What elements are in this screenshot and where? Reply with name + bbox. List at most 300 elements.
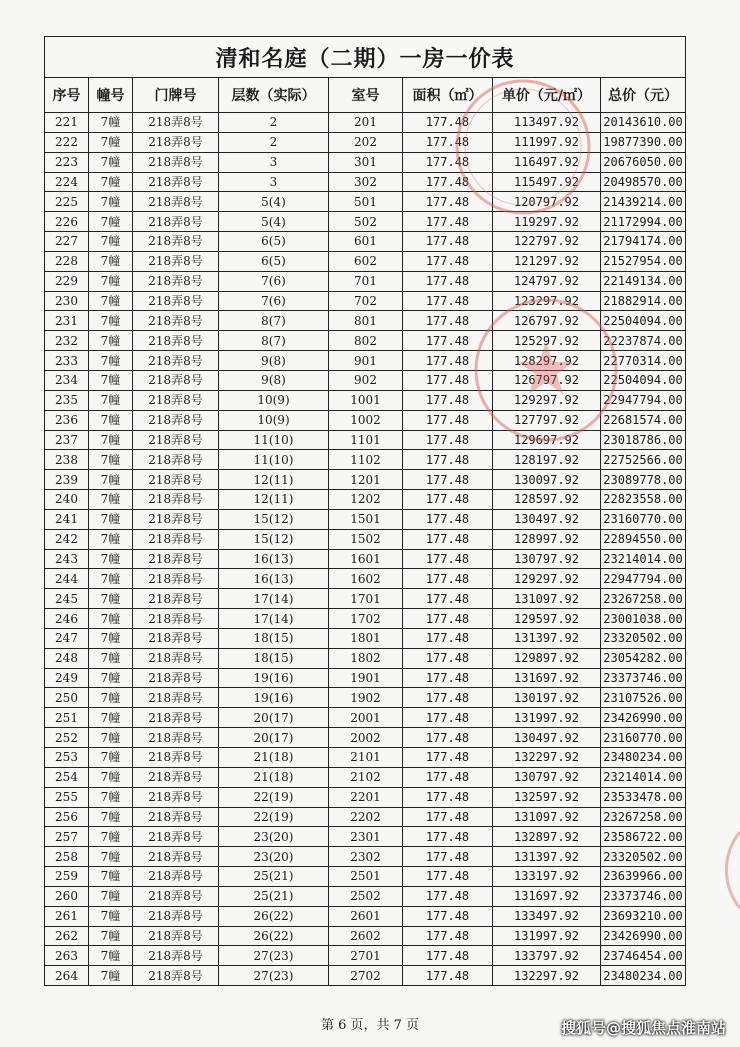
table-cell: 242	[45, 529, 89, 549]
table-cell: 177.48	[403, 609, 493, 629]
table-cell: 23054282.00	[601, 648, 686, 668]
table-cell: 17(14)	[219, 589, 329, 609]
table-cell: 257	[45, 827, 89, 847]
table-cell: 7幢	[89, 748, 133, 768]
table-cell: 247	[45, 628, 89, 648]
table-body	[45, 113, 686, 986]
table-cell: 23214014.00	[601, 549, 686, 569]
table-cell: 177.48	[403, 232, 493, 252]
table-cell: 235	[45, 390, 89, 410]
column-header: 单价（元/㎡）	[493, 78, 601, 113]
table-cell: 131097.92	[493, 807, 601, 827]
table-cell: 130797.92	[493, 549, 601, 569]
table-cell: 218弄8号	[133, 867, 219, 887]
table-cell: 177.48	[403, 589, 493, 609]
table-cell: 218弄8号	[133, 212, 219, 232]
table-cell: 602	[329, 251, 403, 271]
table-cell: 7幢	[89, 648, 133, 668]
table-cell: 21172994.00	[601, 212, 686, 232]
table-cell: 15(12)	[219, 509, 329, 529]
table-cell: 218弄8号	[133, 490, 219, 510]
table-cell: 241	[45, 509, 89, 529]
table-cell: 1802	[329, 648, 403, 668]
table-row	[45, 886, 686, 906]
table-cell: 18(15)	[219, 628, 329, 648]
table-cell: 260	[45, 886, 89, 906]
table-cell: 1001	[329, 390, 403, 410]
table-cell: 7幢	[89, 212, 133, 232]
table-row	[45, 450, 686, 470]
table-cell: 177.48	[403, 251, 493, 271]
table-cell: 218弄8号	[133, 708, 219, 728]
table-cell: 18(15)	[219, 648, 329, 668]
table-cell: 218弄8号	[133, 807, 219, 827]
table-cell: 177.48	[403, 946, 493, 966]
table-cell: 121297.92	[493, 251, 601, 271]
table-cell: 218弄8号	[133, 549, 219, 569]
table-cell: 177.48	[403, 648, 493, 668]
table-cell: 22823558.00	[601, 490, 686, 510]
table-cell: 202	[329, 132, 403, 152]
table-cell: 218弄8号	[133, 529, 219, 549]
table-cell: 128197.92	[493, 450, 601, 470]
table-cell: 22947794.00	[601, 390, 686, 410]
table-cell: 133797.92	[493, 946, 601, 966]
table-cell: 130497.92	[493, 728, 601, 748]
partial-seal-right	[716, 830, 740, 910]
table-row	[45, 609, 686, 629]
table-cell: 26(22)	[219, 926, 329, 946]
table-cell: 11(10)	[219, 450, 329, 470]
table-cell: 6(5)	[219, 232, 329, 252]
table-cell: 16(13)	[219, 549, 329, 569]
table-cell: 2501	[329, 867, 403, 887]
table-cell: 130097.92	[493, 470, 601, 490]
table-row	[45, 748, 686, 768]
table-cell: 7幢	[89, 668, 133, 688]
table-cell: 218弄8号	[133, 430, 219, 450]
table-cell: 218弄8号	[133, 827, 219, 847]
table-cell: 1902	[329, 688, 403, 708]
table-cell: 177.48	[403, 271, 493, 291]
table-row	[45, 251, 686, 271]
table-cell: 177.48	[403, 549, 493, 569]
table-cell: 21(18)	[219, 767, 329, 787]
table-row	[45, 906, 686, 926]
price-list-sheet	[44, 36, 685, 986]
table-cell: 7幢	[89, 271, 133, 291]
column-header: 面积（㎡）	[403, 78, 493, 113]
table-cell: 502	[329, 212, 403, 232]
table-cell: 246	[45, 609, 89, 629]
table-cell: 177.48	[403, 113, 493, 133]
table-row	[45, 410, 686, 430]
table-row	[45, 152, 686, 172]
table-cell: 234	[45, 370, 89, 390]
table-row	[45, 569, 686, 589]
table-cell: 177.48	[403, 132, 493, 152]
table-cell: 501	[329, 192, 403, 212]
table-cell: 7幢	[89, 351, 133, 371]
table-cell: 7幢	[89, 331, 133, 351]
table-cell: 7幢	[89, 589, 133, 609]
table-cell: 218弄8号	[133, 569, 219, 589]
table-row	[45, 232, 686, 252]
table-cell: 245	[45, 589, 89, 609]
table-row	[45, 728, 686, 748]
table-cell: 20(17)	[219, 708, 329, 728]
table-cell: 20498570.00	[601, 172, 686, 192]
table-cell: 2001	[329, 708, 403, 728]
table-cell: 177.48	[403, 827, 493, 847]
table-cell: 122797.92	[493, 232, 601, 252]
table-cell: 1602	[329, 569, 403, 589]
table-cell: 7幢	[89, 113, 133, 133]
table-cell: 2302	[329, 847, 403, 867]
table-cell: 7幢	[89, 390, 133, 410]
table-cell: 261	[45, 906, 89, 926]
table-cell: 218弄8号	[133, 648, 219, 668]
table-cell: 19(16)	[219, 688, 329, 708]
table-cell: 218弄8号	[133, 589, 219, 609]
table-cell: 218弄8号	[133, 113, 219, 133]
table-cell: 177.48	[403, 926, 493, 946]
table-cell: 218弄8号	[133, 728, 219, 748]
table-row	[45, 827, 686, 847]
table-row	[45, 291, 686, 311]
table-cell: 131697.92	[493, 668, 601, 688]
table-cell: 177.48	[403, 410, 493, 430]
table-cell: 218弄8号	[133, 470, 219, 490]
table-row	[45, 430, 686, 450]
table-row	[45, 867, 686, 887]
table-cell: 218弄8号	[133, 152, 219, 172]
table-cell: 218弄8号	[133, 767, 219, 787]
table-cell: 177.48	[403, 807, 493, 827]
table-cell: 177.48	[403, 847, 493, 867]
column-header: 幢号	[89, 78, 133, 113]
table-row	[45, 132, 686, 152]
table-cell: 123297.92	[493, 291, 601, 311]
table-cell: 177.48	[403, 966, 493, 986]
table-cell: 129897.92	[493, 648, 601, 668]
table-cell: 22752566.00	[601, 450, 686, 470]
table-row	[45, 648, 686, 668]
table-cell: 7幢	[89, 628, 133, 648]
table-cell: 263	[45, 946, 89, 966]
table-cell: 2602	[329, 926, 403, 946]
table-cell: 2701	[329, 946, 403, 966]
table-cell: 132597.92	[493, 787, 601, 807]
table-cell: 115497.92	[493, 172, 601, 192]
table-cell: 129697.92	[493, 430, 601, 450]
table-cell: 15(12)	[219, 529, 329, 549]
table-cell: 23426990.00	[601, 708, 686, 728]
table-cell: 23693210.00	[601, 906, 686, 926]
table-cell: 27(23)	[219, 966, 329, 986]
table-cell: 22681574.00	[601, 410, 686, 430]
table-cell: 23639966.00	[601, 867, 686, 887]
table-cell: 23018786.00	[601, 430, 686, 450]
table-cell: 21794174.00	[601, 232, 686, 252]
table-cell: 901	[329, 351, 403, 371]
table-cell: 177.48	[403, 767, 493, 787]
table-cell: 231	[45, 311, 89, 331]
table-cell: 7幢	[89, 172, 133, 192]
table-cell: 125297.92	[493, 331, 601, 351]
table-cell: 1701	[329, 589, 403, 609]
column-header: 总价（元）	[601, 78, 686, 113]
table-cell: 10(9)	[219, 410, 329, 430]
table-row	[45, 271, 686, 291]
table-cell: 239	[45, 470, 89, 490]
table-cell: 177.48	[403, 529, 493, 549]
table-cell: 177.48	[403, 668, 493, 688]
table-cell: 177.48	[403, 390, 493, 410]
table-cell: 2101	[329, 748, 403, 768]
table-cell: 902	[329, 370, 403, 390]
table-row	[45, 767, 686, 787]
table-cell: 1502	[329, 529, 403, 549]
table-cell: 128597.92	[493, 490, 601, 510]
table-cell: 177.48	[403, 787, 493, 807]
column-header: 门牌号	[133, 78, 219, 113]
table-cell: 218弄8号	[133, 390, 219, 410]
table-cell: 7幢	[89, 886, 133, 906]
table-cell: 1801	[329, 628, 403, 648]
price-table	[44, 36, 686, 986]
table-row	[45, 688, 686, 708]
table-cell: 130797.92	[493, 767, 601, 787]
table-cell: 218弄8号	[133, 906, 219, 926]
table-cell: 6(5)	[219, 251, 329, 271]
table-cell: 19(16)	[219, 668, 329, 688]
table-cell: 20676050.00	[601, 152, 686, 172]
table-cell: 177.48	[403, 748, 493, 768]
table-cell: 258	[45, 847, 89, 867]
table-cell: 218弄8号	[133, 370, 219, 390]
table-cell: 22(19)	[219, 787, 329, 807]
table-cell: 1901	[329, 668, 403, 688]
table-cell: 2201	[329, 787, 403, 807]
table-cell: 218弄8号	[133, 192, 219, 212]
table-cell: 22(19)	[219, 807, 329, 827]
table-cell: 7幢	[89, 827, 133, 847]
table-cell: 2102	[329, 767, 403, 787]
table-cell: 3	[219, 152, 329, 172]
table-cell: 7幢	[89, 767, 133, 787]
table-row	[45, 847, 686, 867]
table-cell: 11(10)	[219, 430, 329, 450]
table-row	[45, 390, 686, 410]
table-cell: 25(21)	[219, 886, 329, 906]
table-cell: 177.48	[403, 370, 493, 390]
table-cell: 132297.92	[493, 748, 601, 768]
table-cell: 177.48	[403, 152, 493, 172]
table-row	[45, 966, 686, 986]
table-cell: 1202	[329, 490, 403, 510]
table-row	[45, 311, 686, 331]
table-cell: 177.48	[403, 331, 493, 351]
table-cell: 23373746.00	[601, 668, 686, 688]
table-cell: 126797.92	[493, 311, 601, 331]
table-cell: 22149134.00	[601, 271, 686, 291]
table-cell: 218弄8号	[133, 628, 219, 648]
table-cell: 2002	[329, 728, 403, 748]
table-cell: 253	[45, 748, 89, 768]
table-cell: 129597.92	[493, 609, 601, 629]
table-cell: 7幢	[89, 946, 133, 966]
table-cell: 25(21)	[219, 867, 329, 887]
table-cell: 177.48	[403, 430, 493, 450]
table-cell: 249	[45, 668, 89, 688]
table-cell: 2601	[329, 906, 403, 926]
table-cell: 255	[45, 787, 89, 807]
table-cell: 233	[45, 351, 89, 371]
table-cell: 218弄8号	[133, 668, 219, 688]
table-cell: 218弄8号	[133, 291, 219, 311]
table-cell: 248	[45, 648, 89, 668]
table-cell: 111997.92	[493, 132, 601, 152]
table-cell: 238	[45, 450, 89, 470]
table-cell: 802	[329, 331, 403, 351]
table-cell: 132897.92	[493, 827, 601, 847]
table-cell: 254	[45, 767, 89, 787]
column-header: 序号	[45, 78, 89, 113]
table-cell: 218弄8号	[133, 132, 219, 152]
table-row	[45, 192, 686, 212]
watermark: 搜狐号@搜狐焦点淮南站	[560, 1019, 726, 1037]
table-cell: 1702	[329, 609, 403, 629]
table-cell: 177.48	[403, 708, 493, 728]
table-cell: 7幢	[89, 529, 133, 549]
table-cell: 23107526.00	[601, 688, 686, 708]
table-cell: 7幢	[89, 569, 133, 589]
table-cell: 177.48	[403, 509, 493, 529]
table-cell: 131097.92	[493, 589, 601, 609]
table-cell: 601	[329, 232, 403, 252]
table-cell: 7幢	[89, 787, 133, 807]
table-cell: 23(20)	[219, 847, 329, 867]
table-cell: 222	[45, 132, 89, 152]
table-cell: 131997.92	[493, 926, 601, 946]
table-cell: 127797.92	[493, 410, 601, 430]
table-cell: 218弄8号	[133, 966, 219, 986]
table-cell: 7幢	[89, 509, 133, 529]
table-cell: 701	[329, 271, 403, 291]
table-cell: 218弄8号	[133, 410, 219, 430]
table-cell: 218弄8号	[133, 251, 219, 271]
page-footer: 第 6 页，共 7 页	[320, 1018, 420, 1033]
table-cell: 218弄8号	[133, 787, 219, 807]
table-cell: 16(13)	[219, 569, 329, 589]
table-cell: 128297.92	[493, 351, 601, 371]
table-cell: 177.48	[403, 490, 493, 510]
table-cell: 7幢	[89, 906, 133, 926]
table-cell: 12(11)	[219, 490, 329, 510]
table-cell: 22947794.00	[601, 569, 686, 589]
table-cell: 23426990.00	[601, 926, 686, 946]
column-header: 层数（实际）	[219, 78, 329, 113]
table-cell: 7幢	[89, 708, 133, 728]
table-cell: 224	[45, 172, 89, 192]
table-cell: 7幢	[89, 470, 133, 490]
table-cell: 17(14)	[219, 609, 329, 629]
table-cell: 23(20)	[219, 827, 329, 847]
table-cell: 22504094.00	[601, 370, 686, 390]
table-cell: 22894550.00	[601, 529, 686, 549]
table-cell: 218弄8号	[133, 351, 219, 371]
table-cell: 7幢	[89, 807, 133, 827]
table-cell: 130197.92	[493, 688, 601, 708]
table-cell: 129297.92	[493, 569, 601, 589]
table-cell: 221	[45, 113, 89, 133]
table-cell: 1201	[329, 470, 403, 490]
table-row	[45, 589, 686, 609]
table-cell: 2	[219, 132, 329, 152]
table-cell: 177.48	[403, 688, 493, 708]
table-cell: 7幢	[89, 232, 133, 252]
table-row	[45, 529, 686, 549]
table-cell: 21439214.00	[601, 192, 686, 212]
table-cell: 250	[45, 688, 89, 708]
table-cell: 9(8)	[219, 351, 329, 371]
table-cell: 236	[45, 410, 89, 430]
table-cell: 228	[45, 251, 89, 271]
table-cell: 10(9)	[219, 390, 329, 410]
table-row	[45, 549, 686, 569]
table-row	[45, 946, 686, 966]
table-cell: 26(22)	[219, 906, 329, 926]
table-row	[45, 351, 686, 371]
table-cell: 702	[329, 291, 403, 311]
table-cell: 12(11)	[219, 470, 329, 490]
table-cell: 27(23)	[219, 946, 329, 966]
header-row	[45, 78, 686, 113]
table-cell: 301	[329, 152, 403, 172]
table-cell: 244	[45, 569, 89, 589]
table-cell: 131397.92	[493, 847, 601, 867]
page-title: 清和名庭（二期）一房一价表	[45, 37, 686, 78]
table-cell: 9(8)	[219, 370, 329, 390]
table-cell: 2702	[329, 966, 403, 986]
table-row	[45, 212, 686, 232]
table-row	[45, 490, 686, 510]
table-cell: 7幢	[89, 549, 133, 569]
table-cell: 177.48	[403, 906, 493, 926]
table-cell: 23089778.00	[601, 470, 686, 490]
table-cell: 227	[45, 232, 89, 252]
table-cell: 1002	[329, 410, 403, 430]
table-cell: 201	[329, 113, 403, 133]
table-cell: 20(17)	[219, 728, 329, 748]
table-cell: 218弄8号	[133, 331, 219, 351]
table-cell: 7幢	[89, 152, 133, 172]
table-row	[45, 787, 686, 807]
table-cell: 133497.92	[493, 906, 601, 926]
table-cell: 130497.92	[493, 509, 601, 529]
table-cell: 20143610.00	[601, 113, 686, 133]
table-cell: 23320502.00	[601, 847, 686, 867]
table-cell: 2301	[329, 827, 403, 847]
table-cell: 7幢	[89, 291, 133, 311]
table-cell: 7(6)	[219, 271, 329, 291]
table-cell: 218弄8号	[133, 172, 219, 192]
table-cell: 2	[219, 113, 329, 133]
table-cell: 218弄8号	[133, 847, 219, 867]
table-cell: 23480234.00	[601, 748, 686, 768]
table-cell: 7幢	[89, 847, 133, 867]
